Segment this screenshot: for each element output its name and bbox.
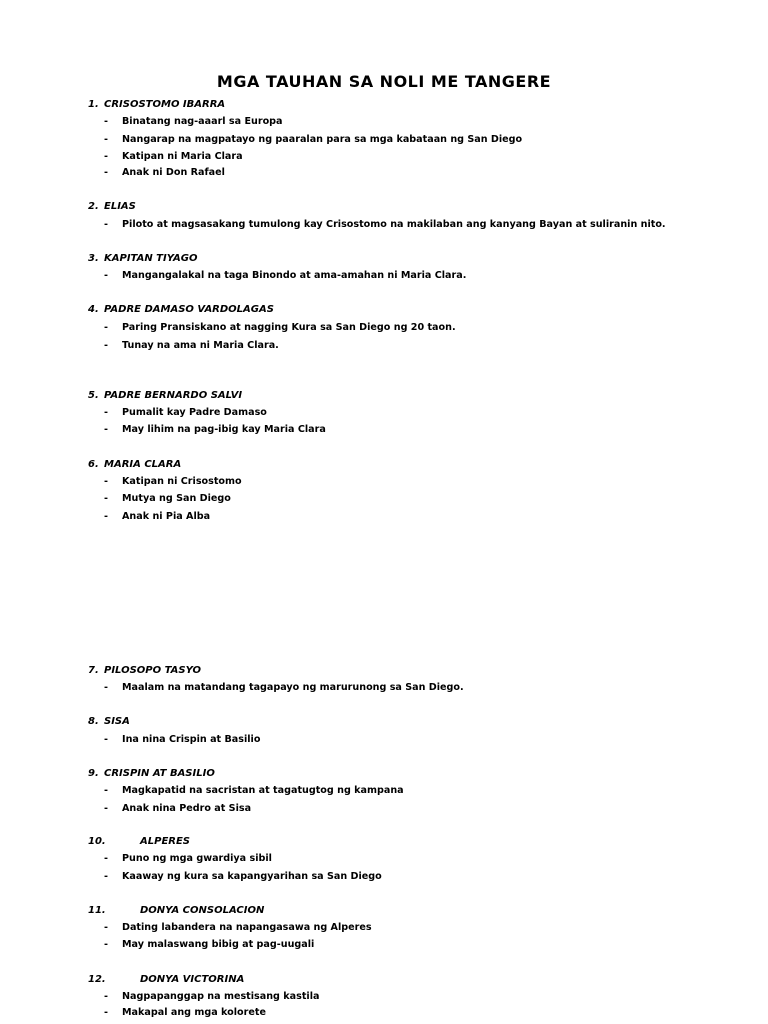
bullet-dash: - [104,853,108,864]
character-heading [88,303,274,317]
character-heading [88,98,225,112]
character-number: 8. [88,716,99,727]
bullet-dash: - [104,939,108,950]
character-heading [88,715,130,729]
bullet-dash: - [104,871,108,882]
list-item-text: Pumalit kay Padre Damaso [122,407,267,418]
character-number: 7. [88,665,99,676]
list-item-text: Katipan ni Maria Clara [122,151,243,162]
character-name: PADRE DAMASO VARDOLAGAS [104,304,274,315]
list-item-text: Anak ni Don Rafael [122,167,225,178]
character-name: MARIA CLARA [104,459,182,470]
bullet-dash: - [104,493,108,504]
character-number: 11. [88,905,106,916]
list-item-text: Maalam na matandang tagapayo ng marurunong sa San Diego. [122,682,464,693]
bullet-dash: - [104,1007,108,1018]
list-item-text: Binatang nag-aaarl sa Europa [122,116,283,127]
list-item-text: Katipan ni Crisostomo [122,476,242,487]
list-item-text: Makapal ang mga kolorete [122,1007,266,1018]
character-name: ALPERES [140,836,191,847]
list-item-text: Paring Pransiskano at nagging Kura sa San Diego ng 20 taon. [122,322,456,333]
list-item-text: May lihim na pag-ibig kay Maria Clara [122,424,326,435]
bullet-dash: - [104,991,108,1002]
bullet-dash: - [104,922,108,933]
character-name: DONYA VICTORINA [140,974,245,985]
bullet-dash: - [104,407,108,418]
character-name: DONYA CONSOLACION [140,905,265,916]
character-heading [88,252,197,266]
character-name: PILOSOPO TASYO [104,665,201,676]
list-item-text: Nagpapanggap na mestisang kastila [122,991,320,1002]
character-name: ELIAS [104,201,136,212]
list-item-text: Nangarap na magpatayo ng paaralan para sa mga kabataan ng San Diego [122,134,523,145]
character-number: 1. [88,99,99,110]
character-heading [88,767,215,781]
bullet-dash: - [104,322,108,333]
character-number: 10. [88,836,106,847]
document-title: MGA TAUHAN SA NOLI ME TANGERE [216,72,552,91]
character-heading [88,200,136,214]
bullet-dash: - [104,511,108,522]
list-item-text: Puno ng mga gwardiya sibil [122,853,272,864]
character-number: 5. [88,390,99,401]
character-heading [88,458,181,472]
character-heading [88,973,244,987]
character-heading [88,904,264,918]
character-number: 6. [88,459,99,470]
bullet-dash: - [104,134,108,145]
list-item-text: Anak nina Pedro at Sisa [122,803,252,814]
bullet-dash: - [104,340,108,351]
list-item-text: Magkapatid na sacristan at tagatugtog ng kampana [122,785,404,796]
list-item-text: Mangangalakal na taga Binondo at ama-amahan ni Maria Clara. [122,270,467,281]
character-heading [88,664,201,678]
bullet-dash: - [104,167,108,178]
character-number: 12. [88,974,106,985]
character-number: 4. [88,304,99,315]
bullet-dash: - [104,424,108,435]
list-item-text: Piloto at magsasakang tumulong kay Crisostomo na makilaban ang kanyang Bayan at suliranin nito. [122,219,666,230]
character-name: KAPITAN TIYAGO [104,253,198,264]
list-item-text: Anak ni Pia Alba [122,511,211,522]
character-name: PADRE BERNARDO SALVI [104,390,243,401]
bullet-dash: - [104,270,108,281]
bullet-dash: - [104,151,108,162]
character-number: 9. [88,768,99,779]
bullet-dash: - [104,785,108,796]
character-name: SISA [104,716,130,727]
bullet-dash: - [104,682,108,693]
character-number: 3. [88,253,99,264]
bullet-dash: - [104,803,108,814]
character-number: 2. [88,201,99,212]
list-item-text: May malaswang bibig at pag-uugali [122,939,315,950]
character-name: CRISOSTOMO IBARRA [104,99,226,110]
list-item-text: Tunay na ama ni Maria Clara. [122,340,279,351]
list-item-text: Mutya ng San Diego [122,493,231,504]
bullet-dash: - [104,116,108,127]
list-item-text: Kaaway ng kura sa kapangyarihan sa San Diego [122,871,382,882]
character-heading [88,389,242,403]
list-item-text: Dating labandera na napangasawa ng Alperes [122,922,372,933]
character-heading [88,835,190,849]
list-item-text: Ina nina Crispin at Basilio [122,734,261,745]
bullet-dash: - [104,476,108,487]
bullet-dash: - [104,734,108,745]
bullet-dash: - [104,219,108,230]
character-name: CRISPIN AT BASILIO [104,768,215,779]
